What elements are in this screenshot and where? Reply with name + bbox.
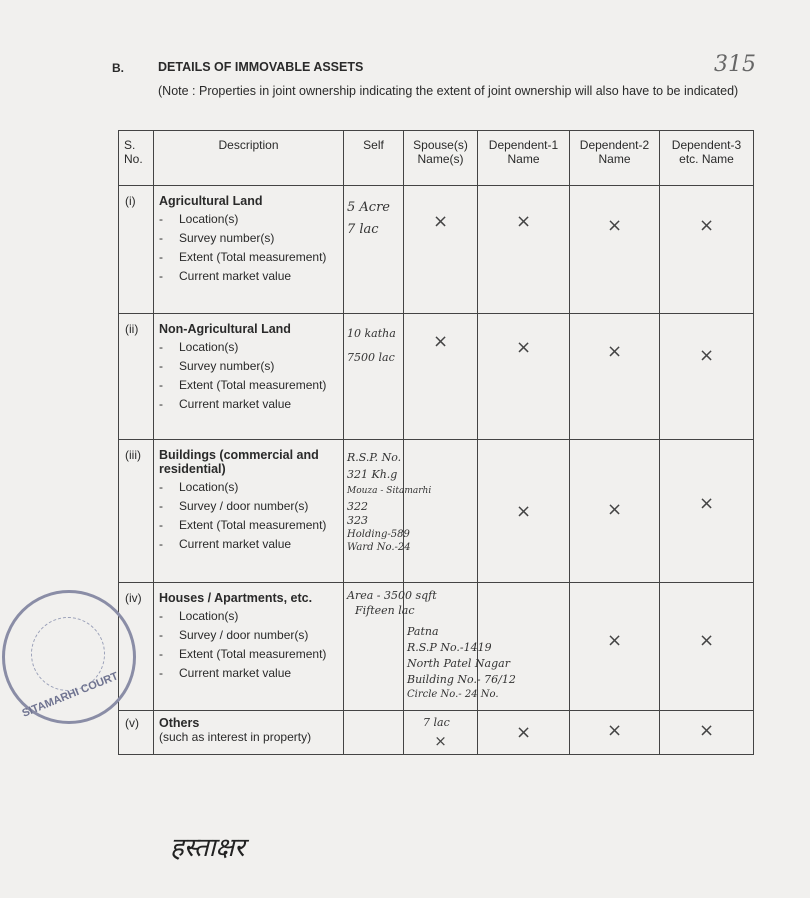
row-category: Houses / Apartments, etc. xyxy=(159,591,313,605)
row-item: - Extent (Total measurement) xyxy=(157,377,340,393)
row-category: Others xyxy=(159,716,200,730)
cross-mark: × xyxy=(515,211,532,232)
row-item: - Survey / door number(s) xyxy=(157,498,340,514)
row-item: - Extent (Total measurement) xyxy=(157,517,340,533)
self-value: Ward No.-24 xyxy=(347,542,411,553)
row-category: Non-Agricultural Land xyxy=(159,322,291,336)
row-item: - Current market value xyxy=(157,665,340,681)
stamp-text: SITAMARHI COURT xyxy=(20,670,120,720)
spouse-value: North Patel Nagar xyxy=(407,657,510,670)
spouse-value: R.S.P No.-1419 xyxy=(407,641,492,654)
row-sno: (ii) xyxy=(125,322,139,336)
cross-mark: × xyxy=(434,732,447,750)
cross-mark: × xyxy=(606,499,623,520)
self-value: 321 Kh.g xyxy=(347,468,398,481)
self-value: Fifteen lac xyxy=(355,604,415,617)
assets-table xyxy=(118,130,754,755)
self-value: R.S.P. No. xyxy=(347,451,402,464)
header-dependent-3: Dependent-3 etc. Name xyxy=(660,131,754,186)
self-value: 7500 lac xyxy=(347,351,395,364)
row-category: Buildings (commercial and residential) xyxy=(159,448,319,476)
self-value: Area - 3500 sqft xyxy=(347,589,437,602)
row-item: - Current market value xyxy=(157,268,340,284)
header-dependent-2: Dependent-2 Name xyxy=(570,131,660,186)
row-item: - Current market value xyxy=(157,536,340,552)
row-item: - Survey / door number(s) xyxy=(157,627,340,643)
spouse-value: Building No.- 76/12 xyxy=(407,673,516,686)
self-value: 10 katha xyxy=(347,327,396,340)
page-number: 315 xyxy=(714,52,756,77)
spouse-value: Circle No.- 24 No. xyxy=(407,689,499,700)
row-item: - Extent (Total measurement) xyxy=(157,646,340,662)
section-title: DETAILS OF IMMOVABLE ASSETS xyxy=(158,60,364,74)
row-item: - Location(s) xyxy=(157,608,340,624)
row-item: - Extent (Total measurement) xyxy=(157,249,340,265)
row-sno: (iv) xyxy=(125,591,142,605)
row-category: Agricultural Land xyxy=(159,194,263,208)
cross-mark: × xyxy=(606,341,623,362)
cross-mark: × xyxy=(432,211,449,232)
row-sno: (v) xyxy=(125,716,139,730)
table-row xyxy=(119,711,754,755)
cross-mark: × xyxy=(698,493,715,514)
table-row xyxy=(119,186,754,314)
cross-mark: × xyxy=(698,215,715,236)
row-sno: (iii) xyxy=(125,448,141,462)
row-item: - Location(s) xyxy=(157,479,340,495)
row-item: - Survey number(s) xyxy=(157,358,340,374)
header-spouse: Spouse(s) Name(s) xyxy=(404,131,478,186)
cross-mark: × xyxy=(698,720,715,741)
table-row xyxy=(119,440,754,583)
cross-mark: × xyxy=(698,630,715,651)
table-row xyxy=(119,583,754,711)
row-item: - Location(s) xyxy=(157,339,340,355)
row-category-sub: (such as interest in property) xyxy=(159,730,312,744)
header-dependent-1: Dependent-1 Name xyxy=(478,131,570,186)
row-item: - Survey number(s) xyxy=(157,230,340,246)
table-row xyxy=(119,314,754,440)
self-value: Holding-589 xyxy=(347,529,410,540)
cross-mark: × xyxy=(515,722,532,743)
header-sno: S. No. xyxy=(119,131,154,186)
header-self: Self xyxy=(344,131,404,186)
cross-mark: × xyxy=(606,720,623,741)
table-header-row xyxy=(119,131,754,186)
cross-mark: × xyxy=(606,630,623,651)
row-sno: (i) xyxy=(125,194,136,208)
spouse-value: 7 lac xyxy=(423,716,450,729)
section-letter: B. xyxy=(112,61,124,75)
row-item: - Location(s) xyxy=(157,211,340,227)
self-value: 323 xyxy=(347,514,368,527)
cross-mark: × xyxy=(698,345,715,366)
self-value: 5 Acre xyxy=(347,200,390,215)
court-stamp xyxy=(2,590,136,724)
section-note: (Note : Properties in joint ownership indicating the extent of joint ownership will also have to be indicated) xyxy=(158,84,739,98)
cross-mark: × xyxy=(515,501,532,522)
cross-mark: × xyxy=(515,337,532,358)
self-value: 322 xyxy=(347,500,368,513)
self-value: Mouza - Sitamarhi xyxy=(347,486,432,496)
signature: हस्ताक्षर xyxy=(170,833,245,863)
cross-mark: × xyxy=(432,331,449,352)
row-item: - Current market value xyxy=(157,396,340,412)
header-description: Description xyxy=(154,131,344,186)
spouse-value: Patna xyxy=(407,625,439,638)
self-value: 7 lac xyxy=(347,222,379,237)
cross-mark: × xyxy=(606,215,623,236)
